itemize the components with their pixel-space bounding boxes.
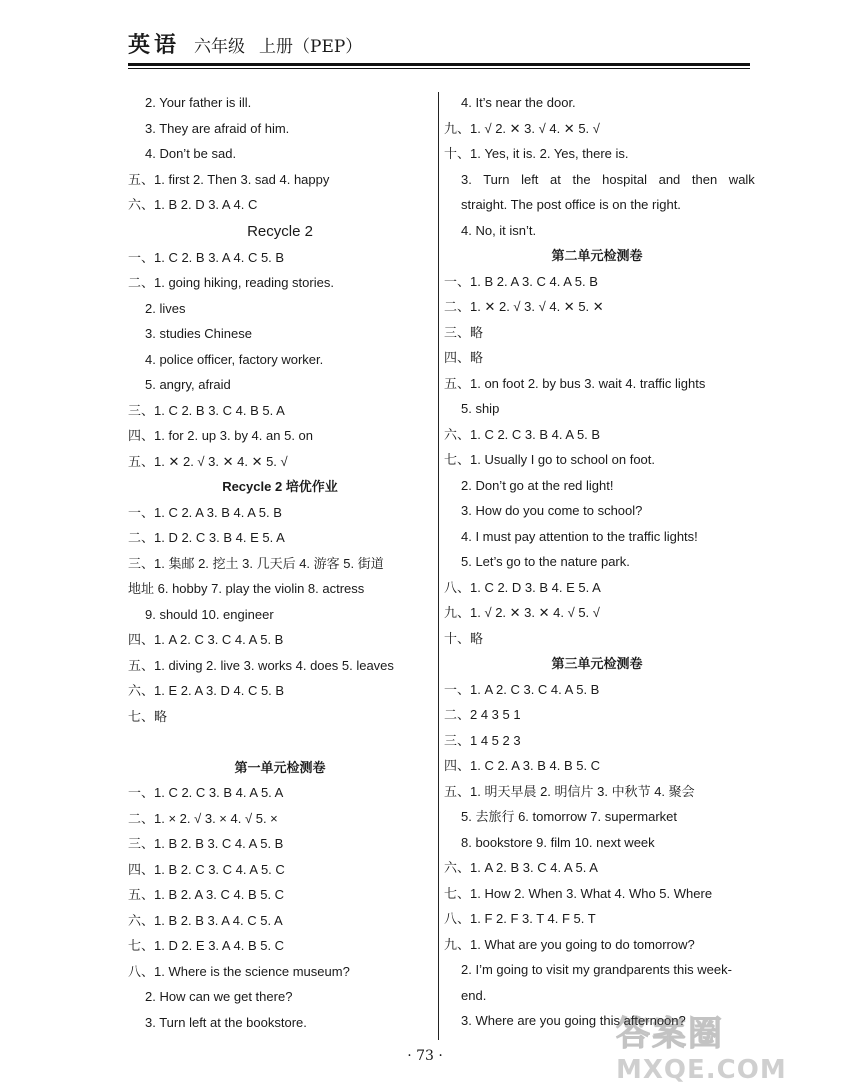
answer-line: 3. Turn left at the bookstore. bbox=[145, 1014, 307, 1030]
answer-line: 六、1. E 2. A 3. D 4. C 5. B bbox=[128, 683, 285, 698]
answer-line: 六、1. B 2. B 3. A 4. C 5. A bbox=[128, 912, 283, 928]
site-watermark bbox=[616, 1006, 787, 1085]
answer-line: 5. Let’s go to the nature park. bbox=[461, 554, 630, 569]
answer-line: 二、2 4 3 5 1 bbox=[444, 707, 521, 722]
answer-line: 4. I must pay attention to the traffic lights! bbox=[461, 528, 698, 544]
answer-line: 一、1. A 2. C 3. C 4. A 5. B bbox=[444, 681, 600, 697]
header-rule-thin bbox=[128, 68, 750, 69]
answer-line: 9. should 10. engineer bbox=[145, 606, 274, 622]
answer-line: 十、略 bbox=[444, 630, 484, 646]
answer-line: 一、1. C 2. A 3. B 4. A 5. B bbox=[128, 504, 282, 520]
answer-line: 四、1. A 2. C 3. C 4. A 5. B bbox=[128, 632, 284, 647]
answer-line: 七、略 bbox=[128, 708, 168, 724]
answer-line: 九、1. √ 2. ✕ 3. √ 4. ✕ 5. √ bbox=[444, 120, 600, 136]
answer-line: end. bbox=[461, 987, 487, 1003]
answer-line: 五、1. ✕ 2. √ 3. ✕ 4. ✕ 5. √ bbox=[128, 453, 288, 469]
answer-line: 三、1. 集邮 2. 挖土 3. 几天后 4. 游客 5. 街道 bbox=[128, 555, 384, 571]
answer-line: 五、1. on foot 2. by bus 3. wait 4. traffic lights bbox=[444, 375, 706, 391]
answer-line: 3. They are afraid of him. bbox=[145, 120, 290, 136]
answer-line: 五、1. diving 2. live 3. works 4. does 5. leaves bbox=[128, 657, 394, 673]
answer-line: 十、1. Yes, it is. 2. Yes, there is. bbox=[444, 146, 629, 161]
section-title-unit3: 第三单元检测卷 bbox=[551, 656, 643, 671]
answer-line: 六、1. A 2. B 3. C 4. A 5. A bbox=[444, 860, 598, 875]
answer-line: 2. How can we get there? bbox=[145, 989, 293, 1004]
answer-line: 二、1. going hiking, reading stories. bbox=[128, 275, 334, 290]
answer-line: 二、1. × 2. √ 3. × 4. √ 5. × bbox=[128, 810, 278, 826]
answer-line: 七、1. Usually I go to school on foot. bbox=[444, 452, 655, 467]
answer-line: 四、1. B 2. C 3. C 4. A 5. C bbox=[128, 861, 285, 877]
section-title-unit2: 第二单元检测卷 bbox=[551, 248, 643, 263]
page-header bbox=[128, 28, 362, 59]
answer-line: 九、1. √ 2. ✕ 3. ✕ 4. √ 5. √ bbox=[444, 605, 600, 620]
answer-line: 二、1. D 2. C 3. B 4. E 5. A bbox=[128, 530, 285, 545]
section-title-unit1: 第一单元检测卷 bbox=[234, 759, 326, 775]
answer-line: 3. Turn left at the hospital and then walk bbox=[461, 171, 755, 187]
answer-line: 5. ship bbox=[461, 401, 500, 416]
answer-line: 地址 6. hobby 7. play the violin 8. actress bbox=[128, 581, 365, 596]
answer-line: 3. How do you come to school? bbox=[461, 503, 643, 518]
answer-line: 3. Where are you going this afternoon? bbox=[461, 1013, 686, 1028]
section-title-recycle2: Recycle 2 bbox=[247, 222, 313, 240]
answer-line: 七、1. How 2. When 3. What 4. Who 5. Where bbox=[444, 885, 713, 901]
answer-line: 二、1. ✕ 2. √ 3. √ 4. ✕ 5. ✕ bbox=[444, 299, 604, 314]
answer-line: 八、1. C 2. D 3. B 4. E 5. A bbox=[444, 579, 601, 595]
answer-line: 3. studies Chinese bbox=[145, 326, 252, 341]
answer-line: 六、1. B 2. D 3. A 4. C bbox=[128, 197, 258, 212]
answer-line: 六、1. C 2. C 3. B 4. A 5. B bbox=[444, 426, 601, 442]
answer-line: 四、1. C 2. A 3. B 4. B 5. C bbox=[444, 758, 601, 773]
answer-line: 四、略 bbox=[444, 350, 484, 365]
answer-line: 五、1. B 2. A 3. C 4. B 5. C bbox=[128, 887, 285, 902]
answer-line: 2. lives bbox=[145, 300, 186, 316]
answer-line: 5. angry, afraid bbox=[145, 377, 231, 392]
answer-line: 一、1. C 2. B 3. A 4. C 5. B bbox=[128, 249, 285, 265]
answer-line: 2. I’m going to visit my grandparents this week- bbox=[461, 962, 732, 977]
answer-line: 4. No, it isn’t. bbox=[461, 222, 537, 238]
answer-line: 五、1. 明天早晨 2. 明信片 3. 中秋节 4. 聚会 bbox=[444, 783, 695, 799]
section-spacer bbox=[128, 729, 432, 755]
page-number: · 73 · bbox=[407, 1048, 443, 1064]
answer-line: 九、1. What are you going to do tomorrow? bbox=[444, 936, 695, 952]
answer-line: 三、1 4 5 2 3 bbox=[444, 732, 521, 748]
volume-label: 上册（PEP） bbox=[259, 37, 363, 57]
section-title-peiyou: Recycle 2 培优作业 bbox=[222, 479, 338, 494]
right-column bbox=[444, 90, 755, 1034]
answer-line: straight. The post office is on the right. bbox=[461, 197, 681, 212]
grade-label: 六年级 bbox=[194, 37, 246, 57]
answer-line: 三、1. B 2. B 3. C 4. A 5. B bbox=[128, 836, 284, 851]
answer-line: 5. 去旅行 6. tomorrow 7. supermarket bbox=[461, 809, 678, 824]
subject-title: 英语 bbox=[128, 32, 181, 58]
answer-line: 4. police officer, factory worker. bbox=[145, 351, 324, 367]
answer-line: 四、1. for 2. up 3. by 4. an 5. on bbox=[128, 428, 313, 443]
header-rule-thick bbox=[128, 63, 750, 66]
answer-line: 4. It’s near the door. bbox=[461, 95, 576, 110]
left-column bbox=[128, 90, 432, 1035]
answer-line: 七、1. D 2. E 3. A 4. B 5. C bbox=[128, 938, 285, 953]
column-divider bbox=[438, 92, 439, 1040]
answer-line: 八、1. Where is the science museum? bbox=[128, 963, 350, 979]
watermark-text-top: 答案圈 bbox=[616, 1014, 724, 1054]
answer-line: 4. Don’t be sad. bbox=[145, 146, 237, 161]
answer-line: 三、略 bbox=[444, 324, 484, 340]
answer-line: 八、1. F 2. F 3. T 4. F 5. T bbox=[444, 911, 596, 926]
answer-line: 一、1. B 2. A 3. C 4. A 5. B bbox=[444, 273, 598, 289]
watermark-text-bottom: MXQE.COM bbox=[616, 1055, 787, 1085]
answer-line: 一、1. C 2. C 3. B 4. A 5. A bbox=[128, 785, 284, 800]
answer-line: 2. Don’t go at the red light! bbox=[461, 477, 614, 493]
answer-line: 8. bookstore 9. film 10. next week bbox=[461, 834, 655, 850]
answer-line: 2. Your father is ill. bbox=[145, 95, 252, 110]
answer-line: 三、1. C 2. B 3. C 4. B 5. A bbox=[128, 402, 285, 418]
answer-line: 五、1. first 2. Then 3. sad 4. happy bbox=[128, 171, 330, 187]
